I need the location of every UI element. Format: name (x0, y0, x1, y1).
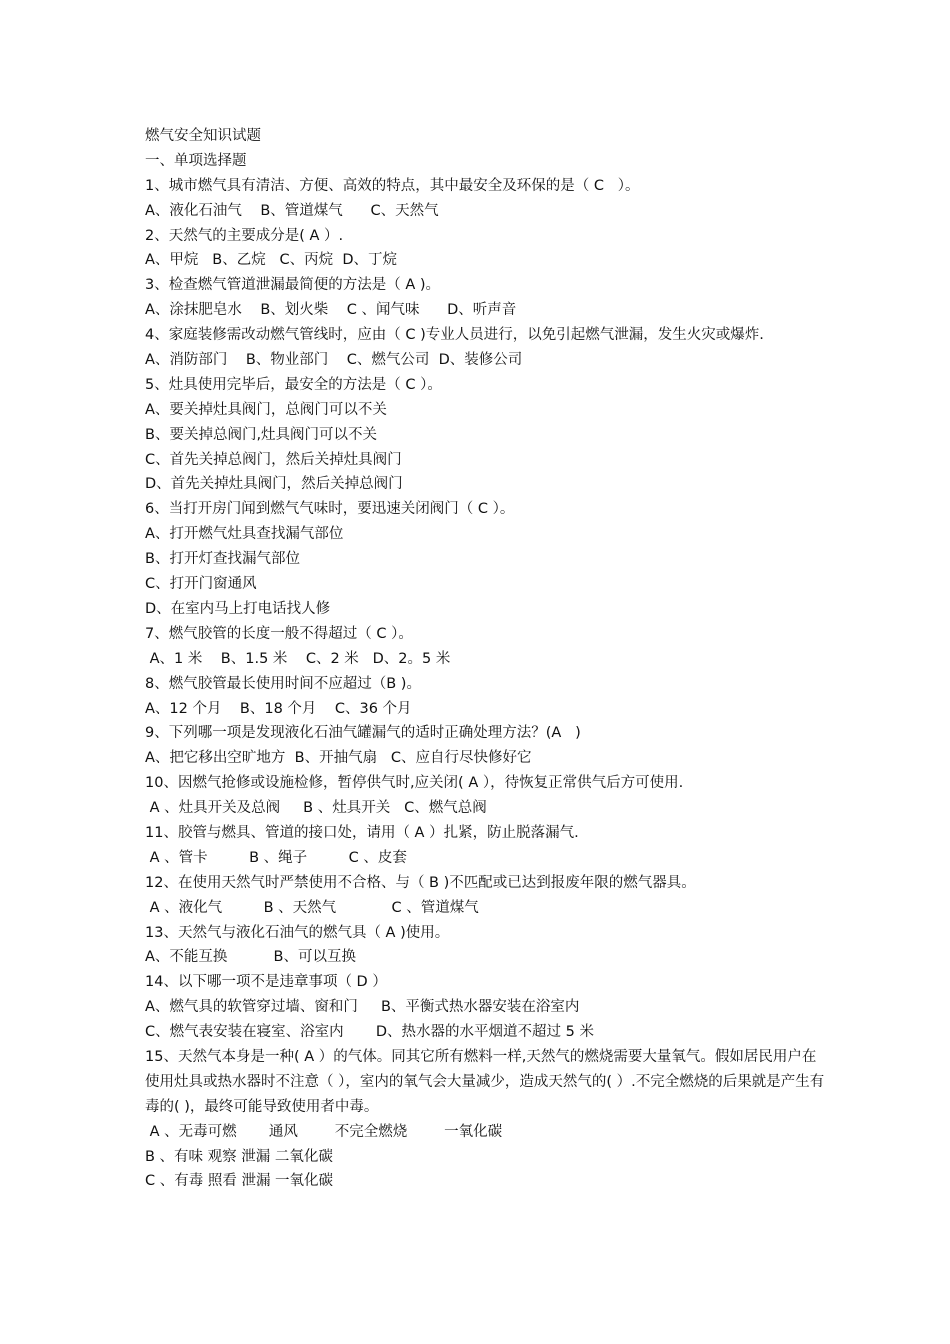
text-line: A、液化石油气 B、管道煤气 C、天然气 (145, 202, 439, 219)
text-line: B、要关掉总阀门,灶具阀门可以不关 (145, 426, 378, 443)
text-line: 8、燃气胶管最长使用时间不应超过（B )。 (145, 675, 421, 692)
text-line: A、要关掉灶具阀门，总阀门可以不关 (145, 401, 387, 418)
text-line: D、首先关掉灶具阀门，然后关掉总阀门 (145, 476, 403, 493)
text-line: 1、城市燃气具有清洁、方便、高效的特点，其中最安全及环保的是（ C ）。 (145, 177, 640, 194)
text-line: 9、下列哪一项是发现液化石油气罐漏气的适时正确处理方法？(A ) (145, 725, 581, 742)
text-line: A、12 个月 B、18 个月 C、36 个月 (145, 700, 412, 717)
text-line: A 、灶具开关及总阀 B 、灶具开关 C、燃气总阀 (145, 800, 487, 817)
text-line: 15、天然气本身是一种( A ）的气体。同其它所有燃料一样,天然气的燃烧需要大量氧气。假如居民用户在使用灶具或热水器时不注意（ ），室内的氧气会大量减少，造成天然气的( ）.不完全燃烧的后果就是产生有毒的( )，最终可能导致使用者中毒。 (145, 1048, 825, 1115)
text-line: A、燃气具的软管穿过墙、窗和门 B、平衡式热水器安装在浴室内 (145, 999, 580, 1016)
text-line: C、首先关掉总阀门，然后关掉灶具阀门 (145, 451, 402, 468)
text-line: A、不能互换 B、可以互换 (145, 949, 356, 966)
text-line: C、打开门窗通风 (145, 576, 257, 593)
text-line: A、消防部门 B、物业部门 C、燃气公司 D、装修公司 (145, 352, 523, 369)
text-line: A、甲烷 B、乙烷 C、丙烷 D、丁烷 (145, 252, 398, 269)
text-line: A、涂抹肥皂水 B、划火柴 C 、闻气味 D、听声音 (145, 302, 517, 319)
document-title: 燃气安全知识试题 (145, 128, 261, 144)
section-heading: 一、单项选择题 (145, 152, 247, 169)
text-line: 12、在使用天然气时严禁使用不合格、与（ B )不匹配或已达到报废年限的燃气器具。 (145, 874, 696, 891)
text-line: 5、灶具使用完毕后，最安全的方法是（ C ）。 (145, 376, 442, 393)
text-line: A 、管卡 B 、绳子 C 、皮套 (145, 849, 407, 866)
text-line: A 、无毒可燃 通风 不完全燃烧 一氧化碳 (145, 1123, 503, 1140)
text-line: 7、燃气胶管的长度一般不得超过（ C ）。 (145, 625, 413, 642)
document-body (145, 124, 825, 1194)
text-line: 10、因燃气抢修或设施检修，暂停供气时,应关闭( A ），待恢复正常供气后方可使用. (145, 775, 684, 792)
text-line: 13、天然气与液化石油气的燃气具（ A )使用。 (145, 924, 450, 941)
text-line: 14、以下哪一项不是违章事项（ D ） (145, 974, 387, 991)
text-line: 3、检查燃气管道泄漏最简便的方法是（ A )。 (145, 277, 441, 294)
text-line: A、把它移出空旷地方 B、开抽气扇 C、应自行尽快修好它 (145, 750, 532, 767)
text-line: 2、天然气的主要成分是( A ）. (145, 227, 344, 244)
text-line: 11、胶管与燃具、管道的接口处，请用（ A ）扎紧，防止脱落漏气. (145, 824, 579, 841)
question-list (145, 174, 825, 1195)
text-line: 6、当打开房门闻到燃气气味时，要迅速关闭阀门（ C ）。 (145, 501, 515, 518)
text-line: D、在室内马上打电话找人修 (145, 600, 331, 617)
text-line: C 、有毒 照看 泄漏 一氧化碳 (145, 1173, 334, 1190)
text-line: A、打开燃气灶具查找漏气部位 (145, 526, 344, 543)
text-line: 4、家庭装修需改动燃气管线时，应由（ C )专业人员进行，以免引起燃气泄漏，发生火灾或爆炸. (145, 327, 764, 344)
text-line: A、1 米 B、1.5 米 C、2 米 D、2。5 米 (145, 650, 451, 667)
text-line: A 、液化气 B 、天然气 C 、管道煤气 (145, 899, 479, 916)
text-line: C、燃气表安装在寝室、浴室内 D、热水器的水平烟道不超过 5 米 (145, 1024, 594, 1041)
text-line: B、打开灯查找漏气部位 (145, 551, 300, 568)
text-line: B 、有味 观察 泄漏 二氧化碳 (145, 1148, 333, 1165)
